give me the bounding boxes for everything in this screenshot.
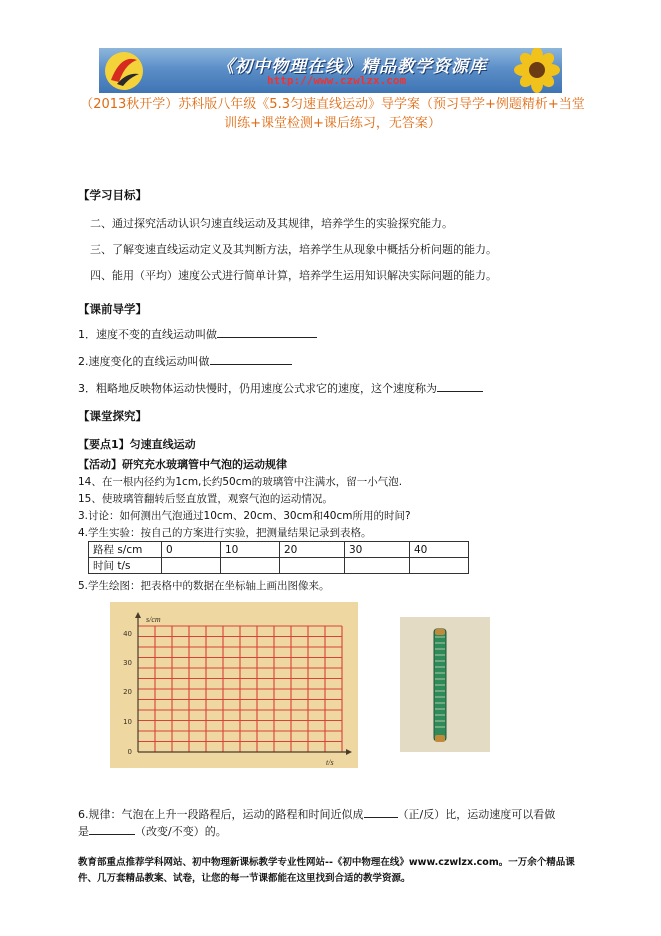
rule-line-2 bbox=[78, 823, 227, 839]
sunflower-icon bbox=[507, 48, 562, 93]
table-cell: 10 bbox=[221, 542, 280, 558]
banner-title: 《初中物理在线》精品教学资源库 bbox=[217, 57, 487, 77]
page-footer bbox=[78, 855, 583, 887]
activity-heading: 【活动】研究充水玻璃管中气泡的运动规律 bbox=[78, 458, 287, 471]
banner-url[interactable]: http://www.czwlzx.com bbox=[267, 74, 407, 87]
graph-paper bbox=[110, 602, 358, 768]
footer-line: 件、几万套精品教案、试卷，让您的每一节课都能在这里找到合适的教学资源。 bbox=[78, 873, 411, 884]
table-cell: 路程 s/cm bbox=[89, 542, 162, 558]
y-tick-label: 10 bbox=[123, 718, 132, 726]
header-banner bbox=[99, 48, 562, 93]
answer-blank[interactable] bbox=[364, 806, 398, 818]
rule-text: 是 bbox=[78, 825, 89, 838]
table-cell[interactable] bbox=[345, 558, 410, 574]
table-cell[interactable] bbox=[162, 558, 221, 574]
x-axis-label: t/s bbox=[326, 758, 334, 767]
objective-item: 四、能用（平均）速度公式进行简单计算，培养学生运用知识解决实际问题的能力。 bbox=[90, 269, 497, 282]
step-text: 14、在一根内径约为1cm,长约50cm的玻璃管中注满水，留一小气泡. bbox=[78, 476, 403, 488]
preview-heading: 【课前导学】 bbox=[78, 302, 147, 316]
y-axis-label: s/cm bbox=[146, 615, 161, 624]
table-row bbox=[89, 558, 469, 574]
table-cell[interactable] bbox=[221, 558, 280, 574]
table-cell: 20 bbox=[280, 542, 345, 558]
inquiry-heading: 【课堂探究】 bbox=[78, 409, 147, 423]
y-tick-label: 0 bbox=[127, 748, 132, 756]
rule-text: 6.规律：气泡在上升一段路程后，运动的路程和时间近似成 bbox=[78, 808, 364, 821]
question-text: 2.速度变化的直线运动叫做 bbox=[78, 355, 210, 368]
preview-question-1 bbox=[78, 326, 317, 342]
rule-text: （正/反）比，运动速度可以看做 bbox=[397, 808, 556, 821]
step-text: 3.讨论：如何测出气泡通过10cm、20cm、30cm和40cm所用的时间? bbox=[78, 510, 411, 522]
step-text: 5.学生绘图：把表格中的数据在坐标轴上画出图像来。 bbox=[78, 580, 330, 592]
keypoint-heading: 【要点1】匀速直线运动 bbox=[78, 438, 196, 451]
tube-top-cap bbox=[435, 629, 445, 635]
coordinate-graph bbox=[110, 602, 358, 768]
table-cell[interactable] bbox=[410, 558, 469, 574]
site-logo-icon bbox=[103, 50, 145, 92]
rule-text: （改变/不变）的。 bbox=[135, 825, 227, 838]
preview-question-2 bbox=[78, 353, 292, 369]
answer-blank[interactable] bbox=[437, 380, 483, 392]
y-tick-label: 40 bbox=[123, 630, 132, 638]
preview-question-3 bbox=[78, 380, 483, 396]
objective-item: 三、了解变速直线运动定义及其判断方法，培养学生从现象中概括分析问题的能力。 bbox=[90, 243, 497, 256]
table-row bbox=[89, 542, 469, 558]
tube-bottom-cap bbox=[435, 735, 445, 742]
step-text: 4.学生实验：按自己的方案进行实验，把测量结果记录到表格。 bbox=[78, 527, 372, 539]
answer-blank[interactable] bbox=[89, 823, 135, 835]
rule-line-1 bbox=[78, 806, 555, 822]
step-text: 15、使玻璃管翻转后竖直放置，观察气泡的运动情况。 bbox=[78, 493, 333, 505]
y-tick-label: 20 bbox=[123, 688, 132, 696]
glass-tube-photo bbox=[400, 617, 490, 752]
answer-blank[interactable] bbox=[210, 353, 292, 365]
table-cell: 0 bbox=[162, 542, 221, 558]
objective-item: 二、通过探究活动认识匀速直线运动及其规律，培养学生的实验探究能力。 bbox=[90, 217, 453, 230]
footer-line: 教育部重点推荐学科网站、初中物理新课标教学专业性网站--《初中物理在线》www.czwlzx.com。一万余个精品课 bbox=[78, 857, 575, 868]
measurement-table bbox=[88, 541, 469, 574]
table-cell: 30 bbox=[345, 542, 410, 558]
answer-blank[interactable] bbox=[217, 326, 317, 338]
document-title: （2013秋开学）苏科版八年级《5.3匀速直线运动》导学案（预习导学+例题精析+当堂训练+课堂检测+课后练习，无答案） bbox=[80, 97, 585, 131]
objectives-heading: 【学习目标】 bbox=[78, 188, 147, 202]
question-text: 1．速度不变的直线运动叫做 bbox=[78, 328, 217, 341]
question-text: 3．粗略地反映物体运动快慢时，仍用速度公式求它的速度，这个速度称为 bbox=[78, 382, 437, 395]
table-cell: 时间 t/s bbox=[89, 558, 162, 574]
table-cell[interactable] bbox=[280, 558, 345, 574]
table-cell: 40 bbox=[410, 542, 469, 558]
y-tick-label: 30 bbox=[123, 659, 132, 667]
